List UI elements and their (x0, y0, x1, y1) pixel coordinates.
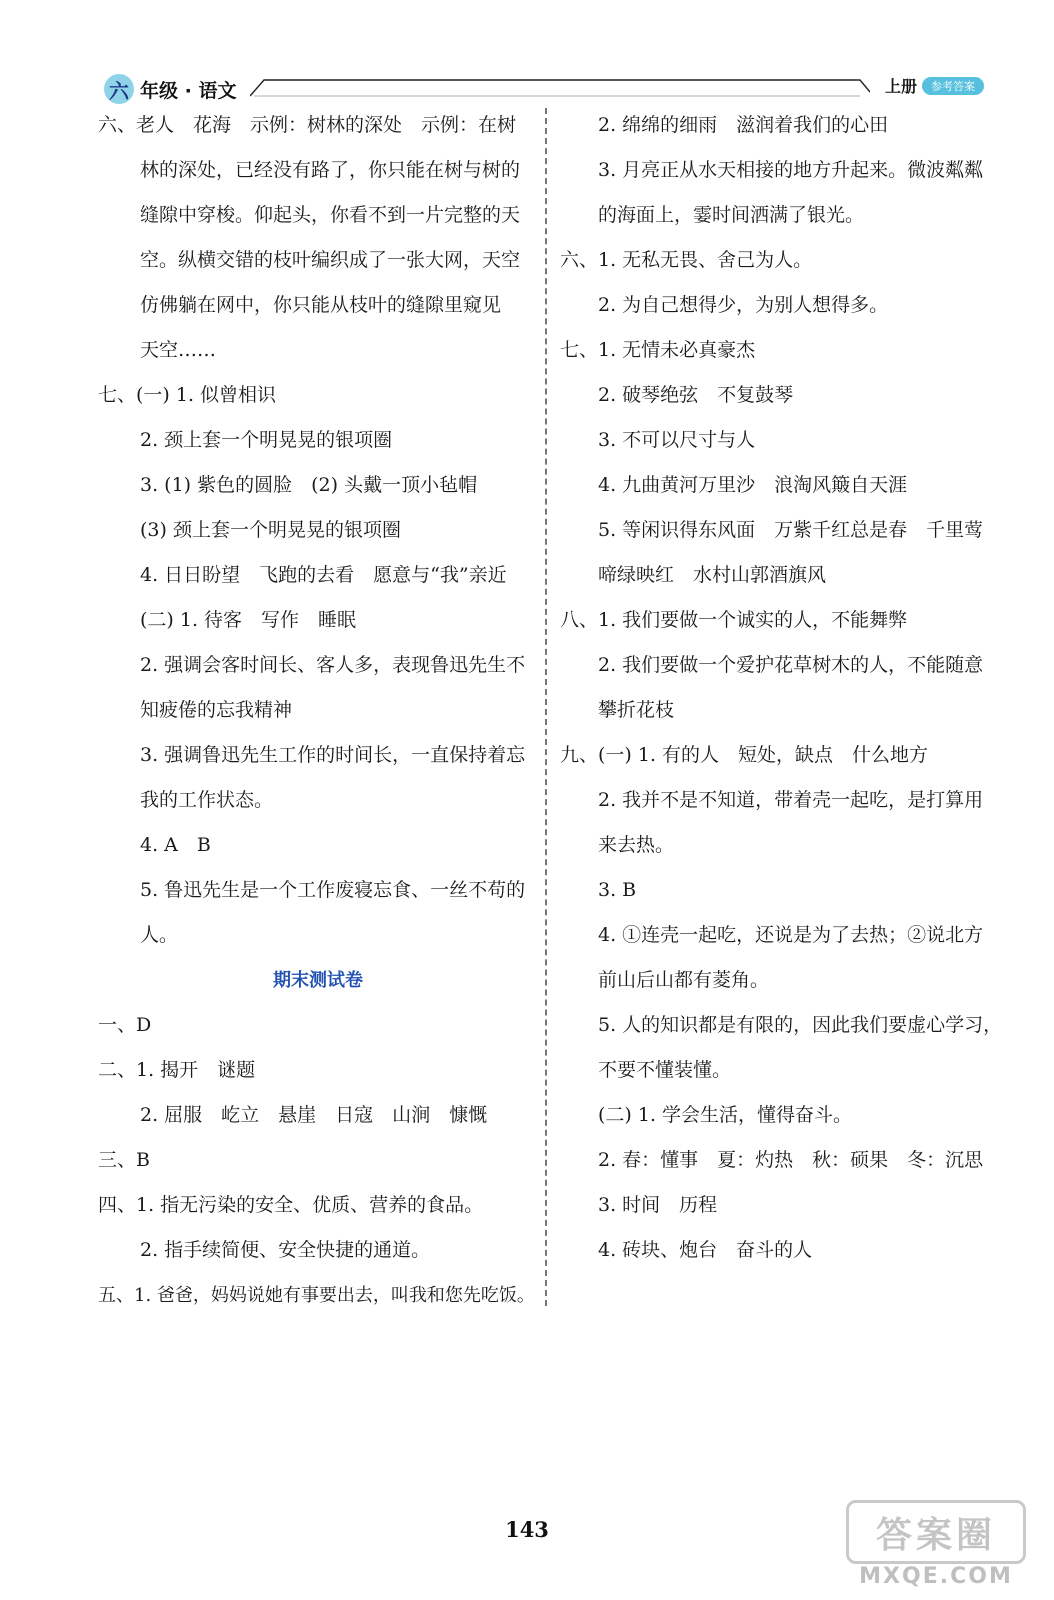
answer-line: 攀折花枝 (598, 699, 675, 721)
answer-line: 七、(一) 1. 似曾相识 (98, 384, 277, 406)
watermark-text: 答案圈 (846, 1500, 1026, 1564)
answer-line: 四、1. 指无污染的安全、优质、营养的食品。 (98, 1194, 484, 1216)
answer-line: 来去热。 (598, 834, 675, 856)
answer-line: (二) 1. 学会生活，懂得奋斗。 (598, 1104, 853, 1126)
answer-line: 2. 我们要做一个爱护花草树木的人，不能随意 (598, 654, 984, 676)
answer-line: 林的深处，已经没有路了，你只能在树与树的 (140, 159, 521, 181)
answer-line: 2. 为自己想得少，为别人想得多。 (598, 294, 889, 316)
answer-line: 3. 月亮正从水天相接的地方升起来。微波粼粼 (598, 159, 984, 181)
answer-line: 五、1. 爸爸，妈妈说她有事要出去，叫我和您先吃饭。 (98, 1285, 535, 1306)
answer-line: 人。 (140, 924, 179, 946)
answer-line: 天空…… (140, 339, 217, 361)
answer-line: 缝隙中穿梭。仰起头，你看不到一片完整的天 (140, 204, 521, 226)
answer-line: 八、1. 我们要做一个诚实的人，不能舞弊 (560, 609, 908, 631)
watermark-logo (846, 1500, 1026, 1592)
answer-line: 5. 鲁迅先生是一个工作废寝忘食、一丝不苟的 (140, 879, 526, 901)
grade-subject-label: 年级 · 语文 (140, 80, 237, 102)
answer-line: 2. 我并不是不知道，带着壳一起吃，是打算用 (598, 789, 984, 811)
watermark-url: MXQE.COM (859, 1564, 1013, 1589)
answer-line: 5. 等闲识得东风面 万紫千红总是春 千里莺 (598, 519, 984, 541)
answer-line: 啼绿映红 水村山郭酒旗风 (598, 564, 827, 586)
answer-line: 2. 破琴绝弦 不复鼓琴 (598, 384, 794, 406)
section-title: 期末测试卷 (273, 970, 363, 991)
answer-line: 4. 九曲黄河万里沙 浪淘风簸自天涯 (598, 474, 908, 496)
answer-line: 三、B (98, 1149, 150, 1171)
answer-line: 仿佛躺在网中，你只能从枝叶的缝隙里窥见 (140, 294, 502, 316)
answer-line: 2. 春：懂事 夏：灼热 秋：硕果 冬：沉思 (598, 1149, 984, 1171)
answer-line: 一、D (98, 1014, 152, 1036)
answer-line: 4. A B (140, 834, 211, 856)
answer-line: 2. 指手续简便、安全快捷的通道。 (140, 1239, 431, 1261)
answer-line: 我的工作状态。 (140, 789, 274, 811)
answer-line: 六、1. 无私无畏、舍己为人。 (560, 249, 813, 271)
answer-line: 二、1. 揭开 谜题 (98, 1059, 256, 1081)
right-column (560, 103, 1003, 1273)
header-rule (250, 78, 870, 98)
answer-line: 空。纵横交错的枝叶编织成了一张大网，天空 (140, 249, 521, 271)
answer-line: 5. 人的知识都是有限的，因此我们要虚心学习， (598, 1014, 1003, 1036)
answer-line: 2. 屈服 屹立 悬崖 日寇 山涧 慷慨 (140, 1104, 488, 1126)
answer-line: 4. 日日盼望 飞跑的去看 愿意与“我”亲近 (140, 564, 507, 586)
answer-line: 4. 砖块、炮台 奋斗的人 (598, 1239, 813, 1261)
answer-line: 知疲倦的忘我精神 (140, 699, 293, 721)
answer-line: 3. 不可以尺寸与人 (598, 429, 756, 451)
answer-line: 3. (1) 紫色的圆脸 (2) 头戴一顶小毡帽 (140, 474, 478, 496)
answer-line: 的海面上，霎时间洒满了银光。 (598, 204, 865, 226)
answer-line: 七、1. 无情未必真豪杰 (560, 339, 756, 361)
answer-line: 2. 绵绵的细雨 滋润着我们的心田 (598, 114, 889, 136)
answer-line: 4. ①连壳一起吃，还说是为了去热；②说北方 (598, 924, 984, 946)
left-column (98, 103, 538, 1318)
answer-line: 前山后山都有菱角。 (598, 969, 770, 991)
answer-line: 2. 强调会客时间长、客人多，表现鲁迅先生不 (140, 654, 526, 676)
answer-line: 3. 强调鲁迅先生工作的时间长，一直保持着忘 (140, 744, 526, 766)
page-header (0, 0, 1054, 110)
page-number: 143 (505, 1517, 549, 1542)
volume-label: 上册 (885, 77, 918, 96)
answer-line: 2. 颈上套一个明晃晃的银项圈 (140, 429, 393, 451)
grade-badge: 六 (104, 74, 134, 104)
answer-line: 3. B (598, 879, 637, 901)
column-divider (545, 108, 547, 1306)
answer-line: (二) 1. 待客 写作 睡眠 (140, 609, 357, 631)
answer-line: (3) 颈上套一个明晃晃的银项圈 (140, 519, 401, 541)
answer-line: 不要不懂装懂。 (598, 1059, 732, 1081)
answer-line: 六、老人 花海 示例：树林的深处 示例：在树 (98, 114, 517, 136)
answer-line: 3. 时间 历程 (598, 1194, 718, 1216)
answer-key-tag: 参考答案 (922, 77, 984, 95)
answer-line: 九、(一) 1. 有的人 短处，缺点 什么地方 (560, 744, 929, 766)
